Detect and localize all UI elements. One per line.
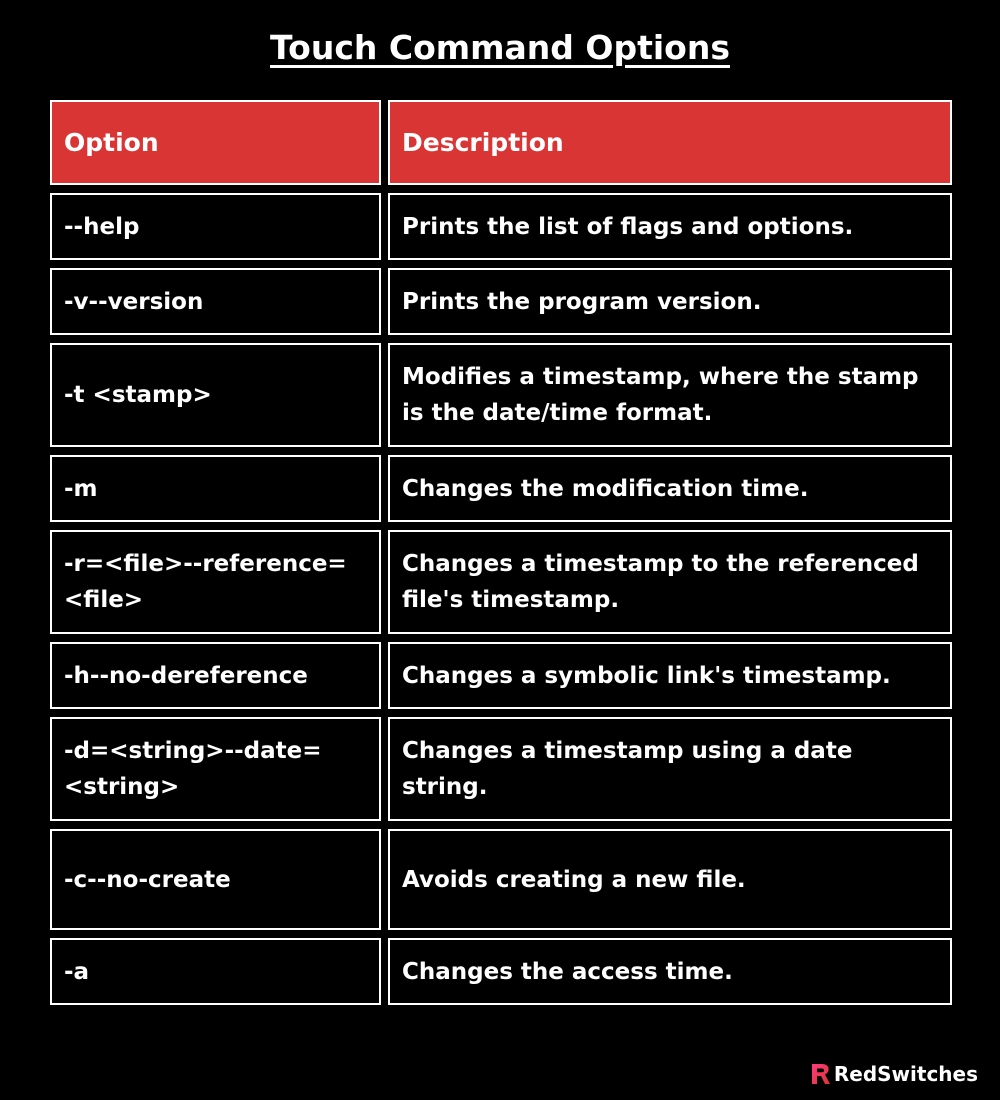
row-6-option: -h--no-dereference <box>50 642 381 709</box>
row-1-description: Prints the list of flags and options. <box>388 193 952 260</box>
row-8-description: Avoids creating a new file. <box>388 829 952 930</box>
row-9-description: Changes the access time. <box>388 938 952 1005</box>
row-9-option: -a <box>50 938 381 1005</box>
redswitches-logo-icon <box>810 1062 830 1086</box>
row-6-description: Changes a symbolic link's timestamp. <box>388 642 952 709</box>
row-7-option: -d=<string>--date=<string> <box>50 717 381 821</box>
row-7-description: Changes a timestamp using a date string. <box>388 717 952 821</box>
brand-logo <box>810 1062 978 1086</box>
row-3-option: -t <stamp> <box>50 343 381 447</box>
row-4-description: Changes the modification time. <box>388 455 952 522</box>
row-3-description: Modifies a timestamp, where the stamp is the date/time format. <box>388 343 952 447</box>
page-title: Touch Command Options <box>270 28 730 67</box>
header-description: Description <box>388 100 952 185</box>
row-1-option: --help <box>50 193 381 260</box>
row-5-option: -r=<file>--reference=<file> <box>50 530 381 634</box>
row-2-description: Prints the program version. <box>388 268 952 335</box>
row-5-description: Changes a timestamp to the referenced file's timestamp. <box>388 530 952 634</box>
row-8-option: -c--no-create <box>50 829 381 930</box>
header-option: Option <box>50 100 381 185</box>
row-2-option: -v--version <box>50 268 381 335</box>
row-4-option: -m <box>50 455 381 522</box>
brand-name: RedSwitches <box>833 1062 978 1086</box>
